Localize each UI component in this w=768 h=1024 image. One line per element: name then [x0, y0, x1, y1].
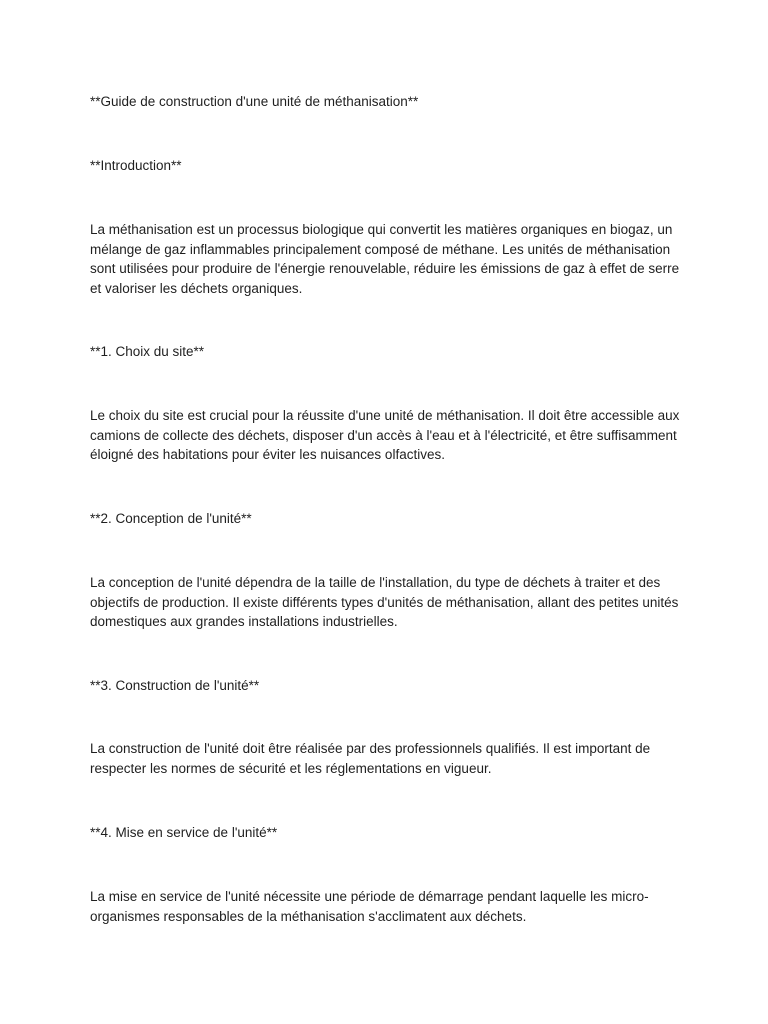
document-title: **Guide de construction d'une unité de méthanisation**	[90, 94, 419, 109]
section-body-mise-en-service: La mise en service de l'unité nécessite une période de démarrage pendant laquelle les micro-organismes responsables de la méthanisation s'acclimatent aux déchets.	[90, 889, 649, 924]
section-body-introduction: La méthanisation est un processus biologique qui convertit les matières organiques en biogaz, un mélange de gaz inflammables principalement composé de méthane. Les unités de méthanisation sont utilisées pour produire de l'énergie renouvelable, réduire les émissions de gaz à effet de serre et valoriser les déchets organiques.	[90, 222, 680, 296]
section-body-conception: La conception de l'unité dépendra de la taille de l'installation, du type de déchets à traiter et des objectifs de production. Il existe différents types d'unités de méthanisation, allant des petites unités domestiques aux grandes installations industrielles.	[90, 575, 679, 629]
section-heading-choix-du-site: **1. Choix du site**	[90, 344, 205, 359]
section-body-construction: La construction de l'unité doit être réalisée par des professionnels qualifiés. Il est important de respecter les normes de sécurité et les réglementations en vigueur.	[90, 741, 651, 776]
section-body-choix-du-site: Le choix du site est crucial pour la réussite d'une unité de méthanisation. Il doit être accessible aux camions de collecte des déchets, disposer d'un accès à l'eau et à l'électricité, et être suffisamment éloigné des habitations pour éviter les nuisances olfactives.	[90, 408, 680, 462]
section-heading-conception: **2. Conception de l'unité**	[90, 511, 252, 526]
section-heading-construction: **3. Construction de l'unité**	[90, 678, 260, 693]
section-heading-introduction: **Introduction**	[90, 158, 182, 173]
section-heading-mise-en-service: **4. Mise en service de l'unité**	[90, 825, 278, 840]
